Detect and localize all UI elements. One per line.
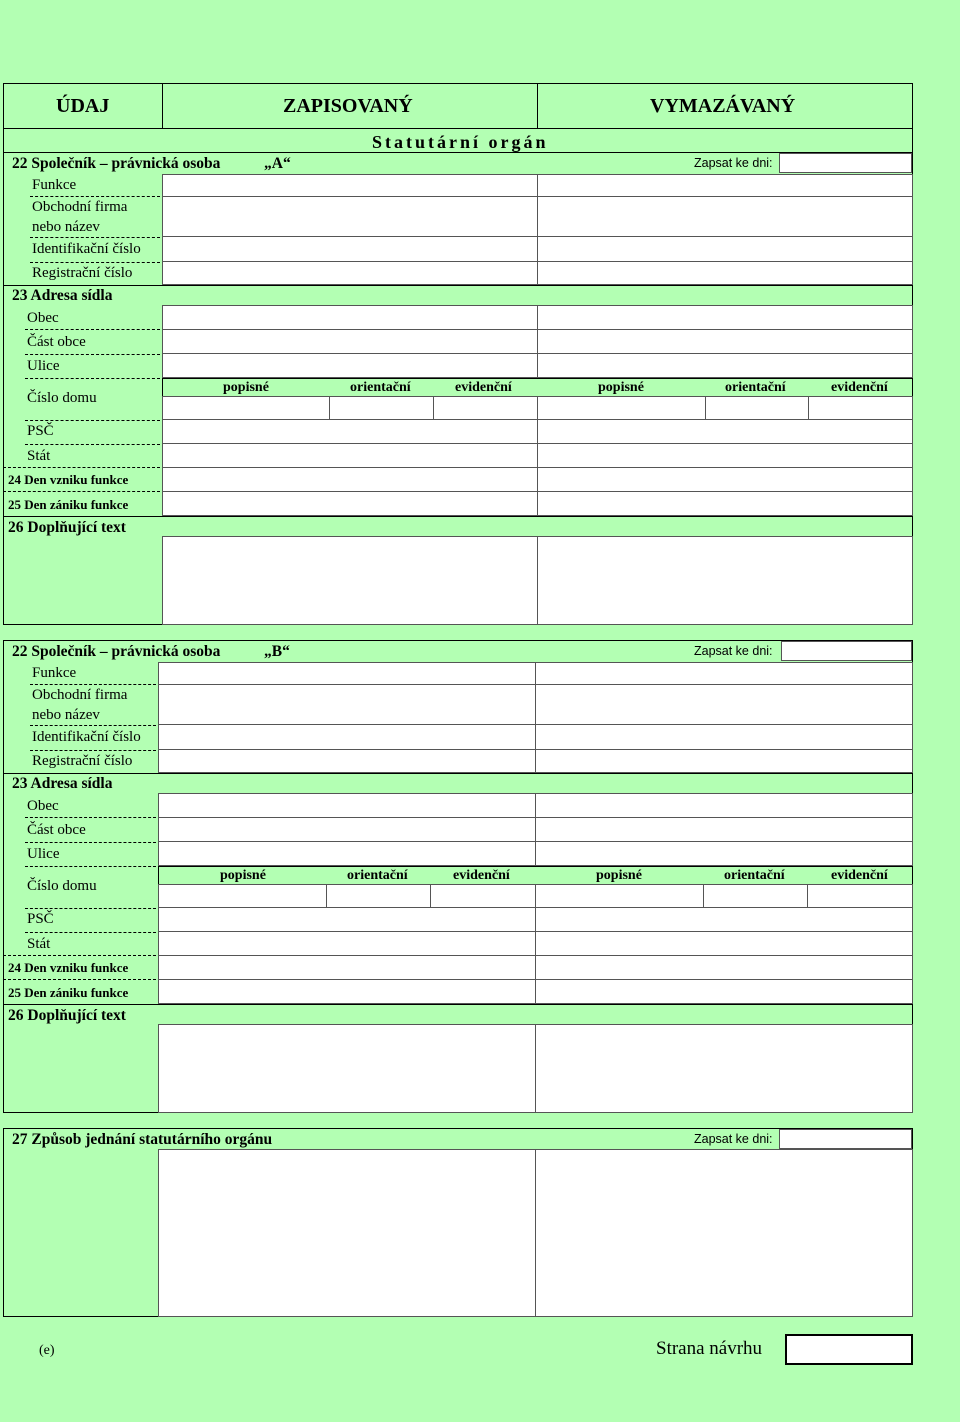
- section-b-ulice-zapisovany[interactable]: [158, 841, 536, 866]
- section-a-stat-vymazavany[interactable]: [537, 443, 913, 468]
- jednani-title: 27 Způsob jednání statutárního orgánu: [12, 1131, 273, 1148]
- section-b-label-ico: Identifikační číslo: [32, 729, 141, 745]
- section-a-label-ico: Identifikační číslo: [32, 241, 141, 257]
- section-b-label-adresa: 23 Adresa sídla: [12, 775, 113, 792]
- section-a-hn-evidencni-2: evidenční: [831, 380, 888, 395]
- section-b-evidencni-zapisovany[interactable]: [430, 884, 536, 908]
- section-b-title: 22 Společník – právnická osoba: [12, 643, 221, 660]
- section-a-title: 22 Společník – právnická osoba: [12, 155, 221, 172]
- section-b-hn-popisne-1: popisné: [220, 868, 266, 883]
- section-b-hn-evidencni-1: evidenční: [453, 868, 510, 883]
- section-a-popisne-zapisovany[interactable]: [162, 396, 330, 420]
- section-b-hn-orientacni-2: orientační: [724, 868, 785, 883]
- section-b-label-zanik: 25 Den zániku funkce: [8, 985, 129, 1000]
- jednani-zapsat-date-field[interactable]: [779, 1129, 912, 1149]
- section-b-label-ulice: Ulice: [27, 846, 60, 862]
- section-a-cast-obce-zapisovany[interactable]: [162, 329, 538, 354]
- section-b-label-cislo-domu: Číslo domu: [27, 878, 97, 894]
- section-a-obec-vymazavany[interactable]: [537, 305, 913, 330]
- section-b-evidencni-vymazavany[interactable]: [807, 884, 913, 908]
- jednani-zapisovany-field[interactable]: [158, 1149, 536, 1317]
- section-a-label-vznik: 24 Den vzniku funkce: [8, 472, 129, 487]
- section-b-vznik-vymazavany[interactable]: [535, 955, 913, 980]
- section-b-firma-zapisovany[interactable]: [158, 684, 536, 725]
- section-a-orientacni-vymazavany[interactable]: [705, 396, 809, 420]
- section-b-zanik-zapisovany[interactable]: [158, 979, 536, 1004]
- section-b-zanik-vymazavany[interactable]: [535, 979, 913, 1004]
- section-a-firma-vymazavany[interactable]: [537, 196, 913, 237]
- section-b-ico-zapisovany[interactable]: [158, 724, 536, 750]
- section-b-letter: „B“: [264, 643, 290, 660]
- section-b-orientacni-vymazavany[interactable]: [703, 884, 808, 908]
- section-a-ulice-vymazavany[interactable]: [537, 353, 913, 378]
- section-a-psc-zapisovany[interactable]: [162, 419, 538, 444]
- section-a-cast-obce-vymazavany[interactable]: [537, 329, 913, 354]
- section-a-funkce-zapisovany[interactable]: [162, 174, 538, 197]
- section-b-zapsat-date-field[interactable]: [781, 641, 912, 661]
- section-b-funkce-vymazavany[interactable]: [535, 662, 913, 685]
- section-b-obec-zapisovany[interactable]: [158, 793, 536, 818]
- column-header-zapisovany: ZAPISOVANÝ: [283, 95, 413, 117]
- section-a-zanik-vymazavany[interactable]: [537, 491, 913, 516]
- section-a-doplnujici-zapisovany[interactable]: [162, 536, 538, 625]
- jednani-vymazavany-field[interactable]: [535, 1149, 913, 1317]
- section-b-label-firma-1: Obchodní firma: [32, 687, 128, 703]
- footer-strana-label: Strana návrhu: [656, 1338, 763, 1359]
- section-b-label-funkce: Funkce: [32, 665, 77, 681]
- section-a-evidencni-zapisovany[interactable]: [433, 396, 538, 420]
- section-a-label-reg: Registrační číslo: [32, 265, 133, 281]
- strana-number-field[interactable]: [785, 1334, 913, 1365]
- section-a-vznik-vymazavany[interactable]: [537, 467, 913, 492]
- section-a-hn-orientacni-1: orientační: [350, 380, 411, 395]
- section-a-hn-popisne-1: popisné: [223, 380, 269, 395]
- section-a-label-cast-obce: Část obce: [27, 334, 86, 350]
- section-b-label-firma-2: nebo název: [32, 707, 100, 723]
- section-a-psc-vymazavany[interactable]: [537, 419, 913, 444]
- section-b-hn-popisne-2: popisné: [596, 868, 642, 883]
- section-a-label-doplnujici: 26 Doplňující text: [8, 519, 126, 536]
- section-a-reg-zapisovany[interactable]: [162, 261, 538, 285]
- section-b-psc-vymazavany[interactable]: [535, 907, 913, 932]
- section-b-label-psc: PSČ: [27, 911, 54, 927]
- footer-marker: (e): [39, 1343, 55, 1358]
- section-a-ico-vymazavany[interactable]: [537, 236, 913, 262]
- section-a-funkce-vymazavany[interactable]: [537, 174, 913, 197]
- section-a-doplnujici-vymazavany[interactable]: [537, 536, 913, 625]
- section-b-firma-vymazavany[interactable]: [535, 684, 913, 725]
- section-a-orientacni-zapisovany[interactable]: [329, 396, 434, 420]
- section-a-obec-zapisovany[interactable]: [162, 305, 538, 330]
- section-a-popisne-vymazavany[interactable]: [537, 396, 706, 420]
- section-b-funkce-zapisovany[interactable]: [158, 662, 536, 685]
- jednani-zapsat-label: Zapsat ke dni:: [694, 1132, 773, 1146]
- section-b-doplnujici-zapisovany[interactable]: [158, 1024, 536, 1113]
- section-a-label-psc: PSČ: [27, 423, 54, 439]
- section-b-label-stat: Stát: [27, 936, 51, 952]
- section-b-cast-obce-zapisovany[interactable]: [158, 817, 536, 842]
- section-b-orientacni-zapisovany[interactable]: [326, 884, 431, 908]
- section-a-vznik-zapisovany[interactable]: [162, 467, 538, 492]
- section-a-label-firma-1: Obchodní firma: [32, 199, 128, 215]
- section-b-vznik-zapisovany[interactable]: [158, 955, 536, 980]
- section-a-hn-popisne-2: popisné: [598, 380, 644, 395]
- section-a-evidencni-vymazavany[interactable]: [808, 396, 913, 420]
- section-b-doplnujici-vymazavany[interactable]: [535, 1024, 913, 1113]
- section-b-cast-obce-vymazavany[interactable]: [535, 817, 913, 842]
- section-a-ico-zapisovany[interactable]: [162, 236, 538, 262]
- section-b-hn-evidencni-2: evidenční: [831, 868, 888, 883]
- section-a-label-cislo-domu: Číslo domu: [27, 390, 97, 406]
- section-b-stat-zapisovany[interactable]: [158, 931, 536, 956]
- statutarni-organ-heading: Statutární orgán: [372, 132, 549, 152]
- section-a-label-zanik: 25 Den zániku funkce: [8, 497, 129, 512]
- section-b-label-cast-obce: Část obce: [27, 822, 86, 838]
- section-b-popisne-zapisovany[interactable]: [158, 884, 327, 908]
- section-b-obec-vymazavany[interactable]: [535, 793, 913, 818]
- section-b-zapsat-label: Zapsat ke dni:: [694, 644, 773, 658]
- section-a-label-ulice: Ulice: [27, 358, 60, 374]
- section-a-letter: „A“: [264, 155, 291, 172]
- section-a-hn-orientacni-2: orientační: [725, 380, 786, 395]
- column-header-vymazavany: VYMAZÁVANÝ: [650, 95, 796, 117]
- section-a-zapsat-date-field[interactable]: [779, 153, 912, 173]
- section-a-hn-evidencni-1: evidenční: [455, 380, 512, 395]
- column-header-udaj: ÚDAJ: [56, 95, 110, 117]
- section-a-ulice-zapisovany[interactable]: [162, 353, 538, 378]
- section-a-label-funkce: Funkce: [32, 177, 77, 193]
- section-b-label-doplnujici: 26 Doplňující text: [8, 1007, 126, 1024]
- section-b-label-vznik: 24 Den vzniku funkce: [8, 960, 129, 975]
- section-b-psc-zapisovany[interactable]: [158, 907, 536, 932]
- section-a-stat-zapisovany[interactable]: [162, 443, 538, 468]
- section-b-reg-vymazavany[interactable]: [535, 749, 913, 773]
- section-b-popisne-vymazavany[interactable]: [535, 884, 704, 908]
- section-a-label-stat: Stát: [27, 448, 51, 464]
- section-b-ico-vymazavany[interactable]: [535, 724, 913, 750]
- section-b-stat-vymazavany[interactable]: [535, 931, 913, 956]
- section-a-label-obec: Obec: [27, 310, 59, 326]
- section-a-zanik-zapisovany[interactable]: [162, 491, 538, 516]
- section-b-hn-orientacni-1: orientační: [347, 868, 408, 883]
- section-a-label-firma-2: nebo název: [32, 219, 100, 235]
- section-a-label-adresa: 23 Adresa sídla: [12, 287, 113, 304]
- section-a-reg-vymazavany[interactable]: [537, 261, 913, 285]
- section-b-reg-zapisovany[interactable]: [158, 749, 536, 773]
- section-a-firma-zapisovany[interactable]: [162, 196, 538, 237]
- section-b-label-reg: Registrační číslo: [32, 753, 133, 769]
- section-b-label-obec: Obec: [27, 798, 59, 814]
- section-a-zapsat-label: Zapsat ke dni:: [694, 156, 773, 170]
- section-b-ulice-vymazavany[interactable]: [535, 841, 913, 866]
